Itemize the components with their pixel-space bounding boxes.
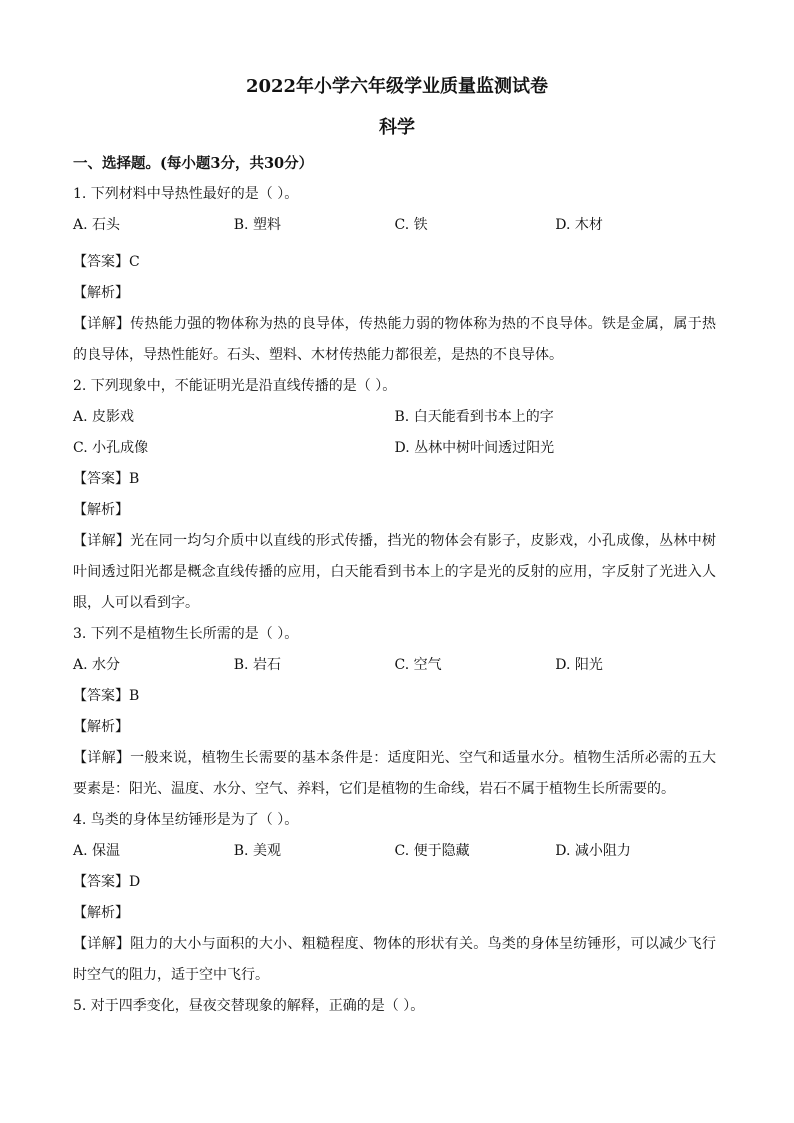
subject-title: 科学 xyxy=(379,117,415,138)
question-3-stem: 3. 下列不是植物生长所需的是（ ）。 xyxy=(73,626,299,642)
option-a: A. 石头 xyxy=(73,217,121,233)
option-b: B. 岩石 xyxy=(233,657,281,673)
option-d: D. 阳光 xyxy=(555,657,603,673)
question-1-options xyxy=(73,210,716,241)
question-3-answer: 【答案】B xyxy=(73,688,140,704)
option-c: C. 空气 xyxy=(394,657,442,673)
question-4-options xyxy=(73,836,716,867)
option-b: B. 美观 xyxy=(233,843,281,859)
question-2-options-row-1 xyxy=(73,402,716,433)
question-3-options xyxy=(73,650,716,681)
option-c: C. 便于隐藏 xyxy=(394,843,470,859)
question-4-answer: 【答案】D xyxy=(73,874,141,890)
question-3-detail: 【详解】一般来说，植物生长需要的基本条件是：适度阳光、空气和适量水分。植物生活所必需的五大要素是：阳光、温度、水分、空气、养料，它们是植物的生命线，岩石不属于植物生长所需要的。 xyxy=(73,750,716,797)
option-a: A. 保温 xyxy=(73,843,121,859)
question-1-answer: 【答案】C xyxy=(73,254,140,270)
question-5-stem: 5. 对于四季变化，昼夜交替现象的解释，正确的是（ ）。 xyxy=(73,998,425,1014)
question-2-analysis: 【解析】 xyxy=(73,502,129,518)
option-b: B. 塑料 xyxy=(233,217,281,233)
question-2-stem: 2. 下列现象中，不能证明光是沿直线传播的是（ ）。 xyxy=(73,378,397,394)
option-c: C. 铁 xyxy=(394,217,428,233)
question-4-detail: 【详解】阻力的大小与面积的大小、粗糙程度、物体的形状有关。鸟类的身体呈纺锤形，可以减少飞行时空气的阻力，适于空中飞行。 xyxy=(73,936,716,983)
question-2-options-row-2 xyxy=(73,433,716,464)
option-a: A. 皮影戏 xyxy=(73,409,135,425)
exam-title: 2022年小学六年级学业质量监测试卷 xyxy=(245,76,549,97)
question-2-detail: 【详解】光在同一均匀介质中以直线的形式传播，挡光的物体会有影子，皮影戏，小孔成像，丛林中树叶间透过阳光都是概念直线传播的应用，白天能看到书本上的字是光的反射的应用，字反射了光进入人眼，人可以看到字。 xyxy=(73,533,716,611)
section-heading: 一、选择题。(每小题3分，共30分） xyxy=(73,155,314,172)
option-d: D. 减小阻力 xyxy=(555,843,631,859)
question-4-analysis: 【解析】 xyxy=(73,905,129,921)
exam-body xyxy=(73,148,716,1022)
question-1-detail: 【详解】传热能力强的物体称为热的良导体，传热能力弱的物体称为热的不良导体。铁是金属，属于热的良导体，导热性能好。石头、塑料、木材传热能力都很差，是热的不良导体。 xyxy=(73,316,716,363)
option-d: D. 丛林中树叶间透过阳光 xyxy=(394,440,555,456)
question-1-analysis: 【解析】 xyxy=(73,285,129,301)
option-a: A. 水分 xyxy=(73,657,121,673)
option-b: B. 白天能看到书本上的字 xyxy=(394,409,554,425)
option-c: C. 小孔成像 xyxy=(73,440,149,456)
question-2-answer: 【答案】B xyxy=(73,471,140,487)
option-d: D. 木材 xyxy=(555,217,603,233)
question-1-stem: 1. 下列材料中导热性最好的是（ ）。 xyxy=(73,186,299,202)
question-4-stem: 4. 鸟类的身体呈纺锤形是为了（ ）。 xyxy=(73,812,299,828)
question-3-analysis: 【解析】 xyxy=(73,719,129,735)
